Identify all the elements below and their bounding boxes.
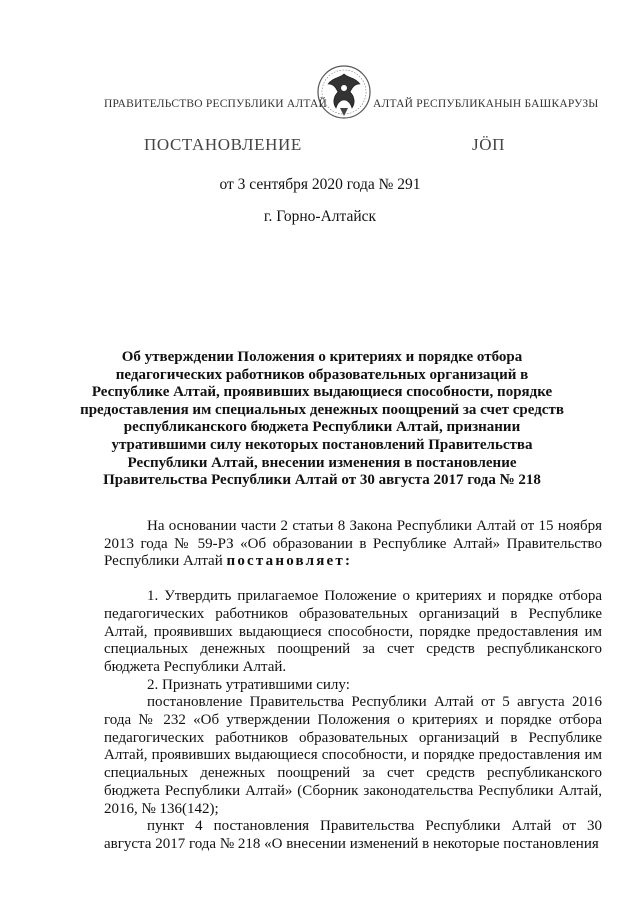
document-type-russian: ПОСТАНОВЛЕНИЕ — [144, 135, 302, 154]
document-title: Об утверждении Положения о критериях и порядке отбора педагогических работников образовательных организаций в Республике Алтай, проявивших выдающиеся способности, порядке предоставления им специальных денежных поощрений за счет средств республиканского бюджета Республики Алтай, признании утратившими силу некоторых постановлений Правительства Республики Алтай, внесении изменения в постановление Правительства Республики Алтай от 30 августа 2017 года № 218 — [80, 349, 564, 489]
item-2-paragraph: 2. Признать утратившими силу: — [147, 676, 350, 693]
government-name-russian: ПРАВИТЕЛЬСТВО РЕСПУБЛИКИ АЛТАЙ — [104, 98, 328, 110]
item-2b-paragraph: пункт 4 постановления Правительства Республики Алтай от 30 августа 2017 года № 218 «О внесении изменений в некоторые постановления — [104, 818, 602, 852]
decrees-word: постановляет: — [226, 553, 353, 570]
government-name-altai: АЛТАЙ РЕСПУБЛИКАНЫН БАШКАРУЗЫ — [373, 98, 599, 110]
document-city: г. Горно-Алтайск — [263, 208, 377, 225]
intro-text: На основании части 2 статьи 8 Закона Республики Алтай от 15 ноября 2013 года № 59-РЗ «Об образовании в Республике Алтай» Правительство Республики Алтай — [104, 518, 602, 570]
item-1-paragraph: 1. Утвердить прилагаемое Положение о критериях и порядке отбора педагогических работников образовательных организаций в Республике Алтай, проявивших выдающиеся способности, порядке предоставления им специальных денежных поощрений за счет средств республиканского бюджета Республики Алтай. — [104, 588, 602, 675]
altai-coat-of-arms-icon — [316, 62, 372, 124]
document-date-number: от 3 сентября 2020 года № 291 — [219, 176, 421, 193]
document-type-altai: ЈÖП — [472, 135, 505, 154]
document-body — [104, 518, 602, 854]
intro-paragraph — [104, 518, 602, 571]
item-2a-paragraph: постановление Правительства Республики Алтай от 5 августа 2016 года № 232 «Об утверждении Положения о критериях и порядке отбора педагогических работников образовательных организаций в Республике Алтай, проявивших выдающиеся способности, и порядке предоставления им специальных денежных поощрений за счет средств республиканского бюджета Республики Алтай» (Сборник законодательства Республики Алтай, 2016, № 136(142); — [104, 694, 602, 817]
